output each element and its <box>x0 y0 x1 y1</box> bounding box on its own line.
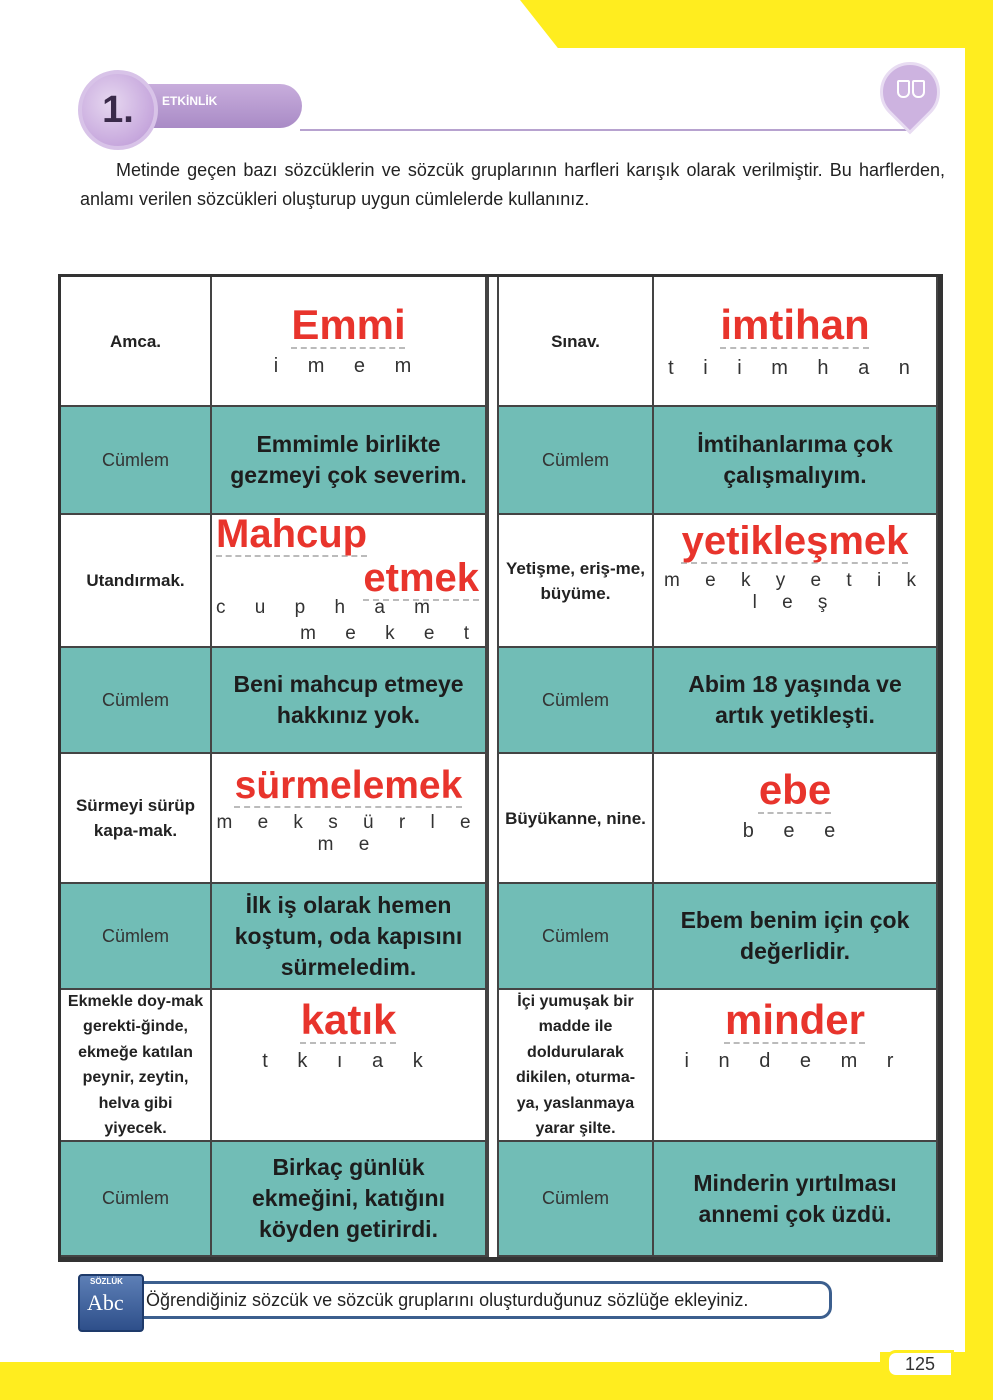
answer-word: imtihan <box>720 301 870 348</box>
sentence-cell: İmtihanlarıma çok çalışmalıyım. <box>654 407 938 515</box>
answer-cell <box>654 515 938 648</box>
answer-word: Mahcup <box>216 515 368 556</box>
header-divider <box>300 129 912 131</box>
definition-cell: Utandırmak. <box>61 515 212 648</box>
sentence-cell: Minderin yırtılması annemi çok üzdü. <box>654 1142 938 1257</box>
scrambled-letters: i m e m <box>273 355 424 377</box>
answer-cell <box>654 990 938 1142</box>
open-book-icon <box>897 80 925 98</box>
column-separator <box>487 884 499 990</box>
cumlem-label: Cümlem <box>499 884 654 990</box>
yellow-edge-right <box>965 0 993 1400</box>
cumlem-label: Cümlem <box>61 407 212 515</box>
activity-number-badge: 1. <box>78 70 158 150</box>
answer-word: sürmelemek <box>234 764 463 807</box>
answer-word: katık <box>300 996 397 1043</box>
definition-cell: Büyükanne, nine. <box>499 754 654 884</box>
cumlem-label: Cümlem <box>499 1142 654 1257</box>
cumlem-label: Cümlem <box>499 648 654 754</box>
scrambled-letters: i n d e m r <box>684 1050 906 1072</box>
column-separator <box>487 515 499 648</box>
word-table <box>58 274 943 1262</box>
answer-word: Emmi <box>291 301 406 348</box>
scrambled-letters: b e e <box>742 820 848 842</box>
definition-cell: Sürmeyi sürüp kapa-mak. <box>61 754 212 884</box>
scrambled-letters: m e k s ü r l e m e <box>216 812 481 855</box>
scrambled-letters: m e k y e t i k l e ş <box>664 570 926 613</box>
sentence-cell: Beni mahcup etmeye hakkınız yok. <box>212 648 487 754</box>
sozluk-note: Öğrendiğiniz sözcük ve sözcük gruplarını oluşturduğunuz sözlüğe ekleyiniz. <box>138 1281 832 1319</box>
sentence-cell: İlk iş olarak hemen koştum, oda kapısını sürmeledim. <box>212 884 487 990</box>
answer-word: minder <box>724 996 866 1043</box>
sentence-cell: Abim 18 yaşında ve artık yetikleşti. <box>654 648 938 754</box>
cumlem-label: Cümlem <box>61 1142 212 1257</box>
answer-word: yetikleşmek <box>681 519 909 563</box>
dictionary-book-icon <box>78 1274 144 1332</box>
instructions-text: Metinde geçen bazı sözcüklerin ve sözcük gruplarının harfleri karışık olarak verilmiştir. Bu harflerden, anlamı verilen sözcükleri oluşturup uygun cümlelerde kullanınız. <box>80 160 945 209</box>
scrambled-letters: t i i m h a n <box>668 357 922 379</box>
cumlem-label: Cümlem <box>61 884 212 990</box>
sozluk-abc: Abc <box>87 1290 124 1315</box>
column-separator <box>487 990 499 1142</box>
yellow-corner-top <box>520 0 993 48</box>
answer-word: ebe <box>758 766 832 813</box>
column-separator <box>487 1142 499 1257</box>
cumlem-label: Cümlem <box>499 407 654 515</box>
column-separator <box>487 648 499 754</box>
answer-cell <box>212 990 487 1142</box>
definition-cell: Yetişme, eriş-me, büyüme. <box>499 515 654 648</box>
column-separator <box>487 754 499 884</box>
scrambled-letters: c u p h a m <box>216 597 442 618</box>
sentence-cell: Birkaç günlük ekmeğini, katığını köyden getirirdi. <box>212 1142 487 1257</box>
answer-cell <box>212 515 487 648</box>
sozluk-label: SÖZLÜK <box>90 1277 123 1286</box>
sentence-cell: Ebem benim için çok değerlidir. <box>654 884 938 990</box>
sentence-cell: Emmimle birlikte gezmeyi çok severim. <box>212 407 487 515</box>
activity-label: ETKİNLİK <box>162 94 218 108</box>
column-separator <box>487 407 499 515</box>
definition-cell: Sınav. <box>499 277 654 407</box>
definition-cell: Ekmekle doy-mak gerekti-ğinde, ekmeğe katılan peynir, zeytin, helva gibi yiyecek. <box>61 990 212 1142</box>
answer-word: etmek <box>363 556 479 600</box>
scrambled-letters: t k ı a k <box>262 1050 435 1072</box>
bottom-white-strip <box>0 1352 880 1362</box>
definition-cell: İçi yumuşak bir madde ile doldurularak dikilen, oturma-ya, yaslanmaya yarar şilte. <box>499 990 654 1142</box>
cumlem-label: Cümlem <box>61 648 212 754</box>
answer-cell <box>654 754 938 884</box>
answer-cell <box>654 277 938 407</box>
answer-cell <box>212 277 487 407</box>
scrambled-letters: m e k e t <box>300 623 481 644</box>
page-number: 125 <box>886 1350 954 1378</box>
column-separator <box>487 277 499 407</box>
definition-cell: Amca. <box>61 277 212 407</box>
answer-cell <box>212 754 487 884</box>
